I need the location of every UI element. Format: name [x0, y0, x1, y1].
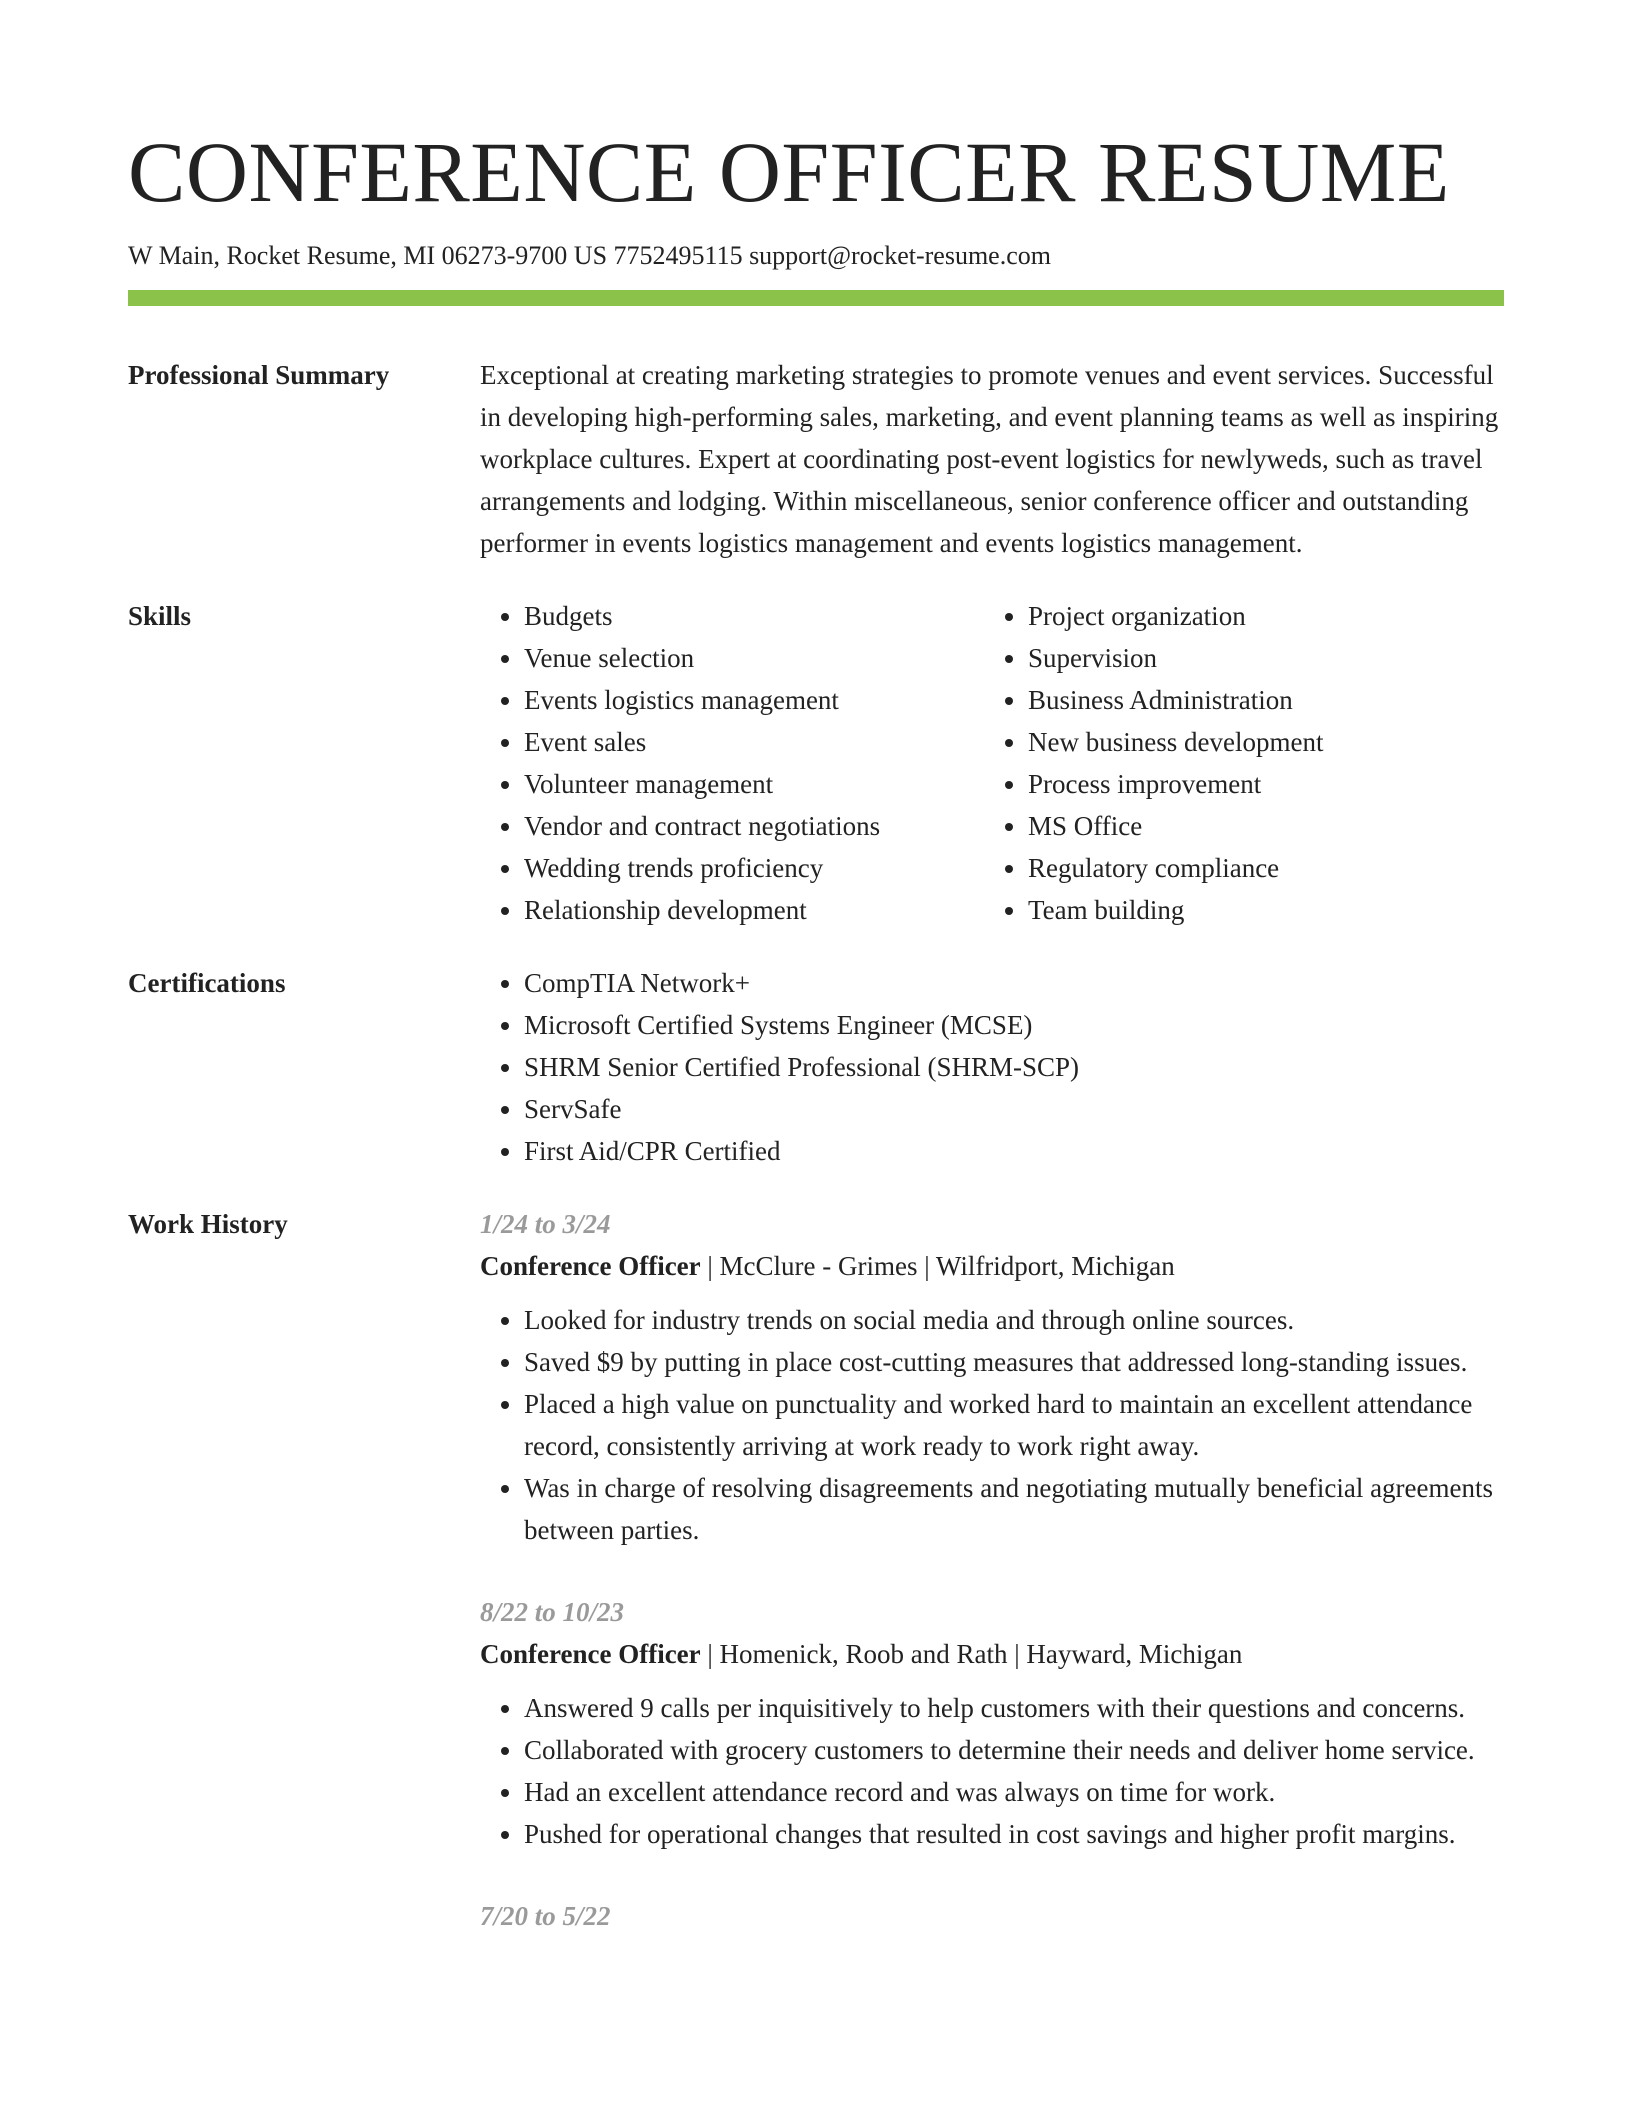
list-item: • ServSafe [524, 1088, 1504, 1130]
section-label-work-history: Work History [128, 1209, 288, 1239]
job-entry [480, 1895, 1504, 1937]
job-dates: 7/20 to 5/22 [480, 1901, 611, 1931]
job-bullets [480, 1687, 1504, 1855]
list-item: • Relationship development [524, 889, 984, 931]
work-history-section [128, 1203, 1504, 1977]
job-dates: 1/24 to 3/24 [480, 1209, 611, 1239]
list-item: • Had an excellent attendance record and was always on time for work. [524, 1771, 1504, 1813]
list-item: • Event sales [524, 721, 984, 763]
job-dates: 8/22 to 10/23 [480, 1597, 625, 1627]
list-item: • Project organization [1028, 595, 1504, 637]
list-item: • Regulatory compliance [1028, 847, 1504, 889]
list-item: • New business development [1028, 721, 1504, 763]
job-title: Conference Officer [480, 1251, 701, 1281]
job-heading [480, 1245, 1504, 1287]
skills-list-left [480, 595, 984, 931]
list-item: • First Aid/CPR Certified [524, 1130, 1504, 1172]
job-details: | McClure - Grimes | Wilfridport, Michigan [700, 1251, 1175, 1281]
list-item: • Process improvement [1028, 763, 1504, 805]
job-entry [480, 1591, 1504, 1855]
job-bullets [480, 1299, 1504, 1551]
list-item: • Pushed for operational changes that resulted in cost savings and higher profit margins. [524, 1813, 1504, 1855]
skills-list-right [984, 595, 1504, 931]
list-item: • Collaborated with grocery customers to determine their needs and deliver home service. [524, 1729, 1504, 1771]
list-item: • Microsoft Certified Systems Engineer (MCSE) [524, 1004, 1504, 1046]
job-details: | Homenick, Roob and Rath | Hayward, Michigan [700, 1639, 1243, 1669]
job-entry [480, 1203, 1504, 1551]
contact-info: W Main, Rocket Resume, MI 06273-9700 US 7752495115 support@rocket-resume.com [128, 241, 1051, 270]
list-item: • Placed a high value on punctuality and worked hard to maintain an excellent attendance record, consistently arriving at work ready to work right away. [524, 1383, 1504, 1467]
list-item: • Business Administration [1028, 679, 1504, 721]
list-item: • Vendor and contract negotiations [524, 805, 984, 847]
list-item: • MS Office [1028, 805, 1504, 847]
list-item: • Supervision [1028, 637, 1504, 679]
list-item: • Events logistics management [524, 679, 984, 721]
list-item: • Was in charge of resolving disagreements and negotiating mutually beneficial agreements between parties. [524, 1467, 1504, 1551]
list-item: • SHRM Senior Certified Professional (SHRM-SCP) [524, 1046, 1504, 1088]
list-item: • Saved $9 by putting in place cost-cutting measures that addressed long-standing issues. [524, 1341, 1504, 1383]
list-item: • CompTIA Network+ [524, 962, 1504, 1004]
section-label-certifications: Certifications [128, 968, 286, 998]
certifications-section [128, 962, 1504, 1172]
resume-title: CONFERENCE OFFICER RESUME [128, 124, 1450, 220]
summary-text: Exceptional at creating marketing strategies to promote venues and event services. Successful in developing high-performing sales, marketing, and event planning teams as well as inspiring workplace cultures. Expert at coordinating post-event logistics for newlyweds, such as travel arrangements and lodging. Within miscellaneous, senior conference officer and outstanding performer in events logistics management and events logistics management. [480, 360, 1499, 558]
list-item: • Answered 9 calls per inquisitively to help customers with their questions and concerns. [524, 1687, 1504, 1729]
section-label-skills: Skills [128, 601, 192, 631]
list-item: • Volunteer management [524, 763, 984, 805]
header-divider [128, 290, 1504, 306]
certifications-list [480, 962, 1504, 1172]
section-label-summary: Professional Summary [128, 360, 390, 390]
job-title: Conference Officer [480, 1639, 701, 1669]
list-item: • Team building [1028, 889, 1504, 931]
list-item: • Budgets [524, 595, 984, 637]
skills-section [128, 595, 1504, 931]
job-heading [480, 1633, 1504, 1675]
list-item: • Looked for industry trends on social media and through online sources. [524, 1299, 1504, 1341]
summary-section [128, 354, 1504, 564]
list-item: • Venue selection [524, 637, 984, 679]
list-item: • Wedding trends proficiency [524, 847, 984, 889]
